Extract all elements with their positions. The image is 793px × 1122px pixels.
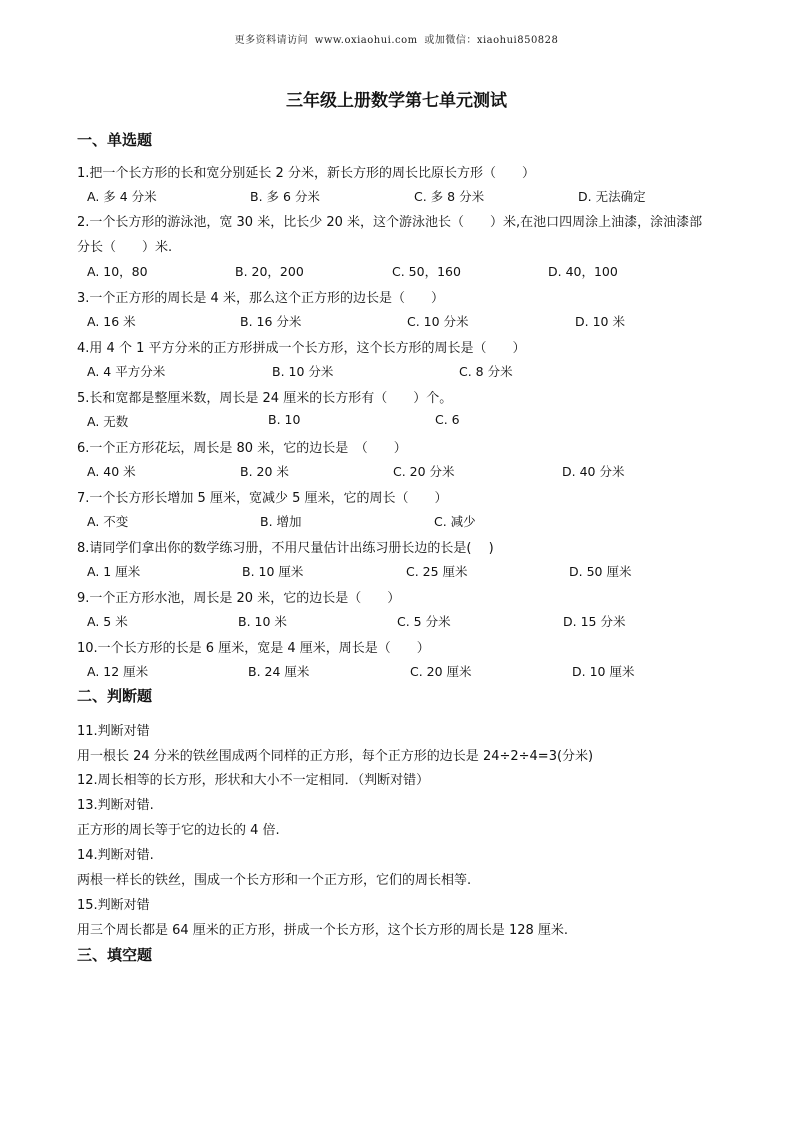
q1-option-b: B. 多 6 分米 (250, 189, 320, 204)
question-14: 14.判断对错. (77, 848, 154, 863)
section-title-single-choice: 一、单选题 (77, 131, 153, 149)
q9-option-b: B. 10 米 (238, 614, 287, 629)
q4-option-a: A. 4 平方分米 (87, 364, 166, 379)
q9-option-c: C. 5 分米 (397, 614, 451, 629)
q3-option-b: B. 16 分米 (240, 314, 302, 329)
question-2: 2.一个长方形的游泳池，宽 30 米，比长少 20 米，这个游泳池长（ ）米,在池口四周涂上油漆，涂油漆部 (77, 215, 703, 230)
q7-option-b: B. 增加 (260, 514, 302, 529)
q2-option-a: A. 10，80 (87, 264, 148, 279)
question-4: 4.用 4 个 1 平方分米的正方形拼成一个长方形，这个长方形的周长是（ ） (77, 341, 526, 356)
q10-option-c: C. 20 厘米 (410, 664, 472, 679)
q5-option-c: C. 6 (435, 412, 460, 427)
question-15-body: 用三个周长都是 64 厘米的正方形，拼成一个长方形，这个长方形的周长是 128 厘米. (77, 923, 569, 938)
q5-option-a: A. 无数 (87, 414, 129, 429)
question-10: 10.一个长方形的长是 6 厘米，宽是 4 厘米，周长是（ ） (77, 641, 430, 656)
q4-option-c: C. 8 分米 (459, 364, 513, 379)
q6-option-c: C. 20 分米 (393, 464, 455, 479)
question-9: 9.一个正方形水池，周长是 20 米，它的边长是（ ） (77, 591, 401, 606)
q9-option-d: D. 15 分米 (563, 614, 626, 629)
header-note: 更多资料请访问 www.oxiaohui.com 或加微信：xiaohui850828 (234, 35, 559, 46)
q1-option-a: A. 多 4 分米 (87, 189, 157, 204)
question-6: 6.一个正方形花坛，周长是 80 米，它的边长是 （ ） (77, 441, 407, 456)
q3-option-d: D. 10 米 (575, 314, 625, 329)
question-5: 5.长和宽都是整厘米数，周长是 24 厘米的长方形有（ ）个。 (77, 391, 453, 406)
question-15: 15.判断对错 (77, 898, 150, 913)
question-13-body: 正方形的周长等于它的边长的 4 倍. (77, 823, 280, 838)
question-14-body: 两根一样长的铁丝，围成一个长方形和一个正方形，它们的周长相等. (77, 873, 472, 888)
question-3: 3.一个正方形的周长是 4 米，那么这个正方形的边长是（ ） (77, 291, 444, 306)
q2-option-c: C. 50，160 (392, 264, 461, 279)
q10-option-b: B. 24 厘米 (248, 664, 310, 679)
question-11: 11.判断对错 (77, 724, 150, 739)
q2-option-b: B. 20，200 (235, 264, 304, 279)
q8-option-c: C. 25 厘米 (406, 564, 468, 579)
q10-option-d: D. 10 厘米 (572, 664, 635, 679)
question-11-body: 用一根长 24 分米的铁丝围成两个同样的正方形，每个正方形的边长是 24÷2÷4=3(分米) (77, 749, 594, 764)
q8-option-b: B. 10 厘米 (242, 564, 304, 579)
q3-option-c: C. 10 分米 (407, 314, 469, 329)
question-2-cont: 分长（ ）米. (77, 240, 173, 255)
q3-option-a: A. 16 米 (87, 314, 136, 329)
q4-option-b: B. 10 分米 (272, 364, 334, 379)
q7-option-a: A. 不变 (87, 514, 129, 529)
document-title: 三年级上册数学第七单元测试 (286, 91, 507, 111)
section-title-true-false: 二、判断题 (77, 687, 153, 705)
q6-option-d: D. 40 分米 (562, 464, 625, 479)
q6-option-b: B. 20 米 (240, 464, 289, 479)
section-title-fill-in: 三、填空题 (77, 946, 153, 964)
q7-option-c: C. 减少 (434, 514, 476, 529)
question-12: 12.周长相等的长方形，形状和大小不一定相同．（判断对错） (77, 773, 430, 788)
q5-option-b: B. 10 (268, 412, 301, 427)
question-1: 1.把一个长方形的长和宽分别延长 2 分米，新长方形的周长比原长方形（ ） (77, 166, 535, 181)
q10-option-a: A. 12 厘米 (87, 664, 149, 679)
q8-option-a: A. 1 厘米 (87, 564, 141, 579)
q1-option-c: C. 多 8 分米 (414, 189, 485, 204)
q6-option-a: A. 40 米 (87, 464, 136, 479)
q8-option-d: D. 50 厘米 (569, 564, 632, 579)
question-7: 7.一个长方形长增加 5 厘米，宽减少 5 厘米，它的周长（ ） (77, 491, 448, 506)
q9-option-a: A. 5 米 (87, 614, 128, 629)
q2-option-d: D. 40，100 (548, 264, 618, 279)
question-8: 8.请同学们拿出你的数学练习册，不用尺量估计出练习册长边的长是( ) (77, 541, 494, 556)
question-13: 13.判断对错. (77, 798, 154, 813)
q1-option-d: D. 无法确定 (578, 189, 646, 204)
